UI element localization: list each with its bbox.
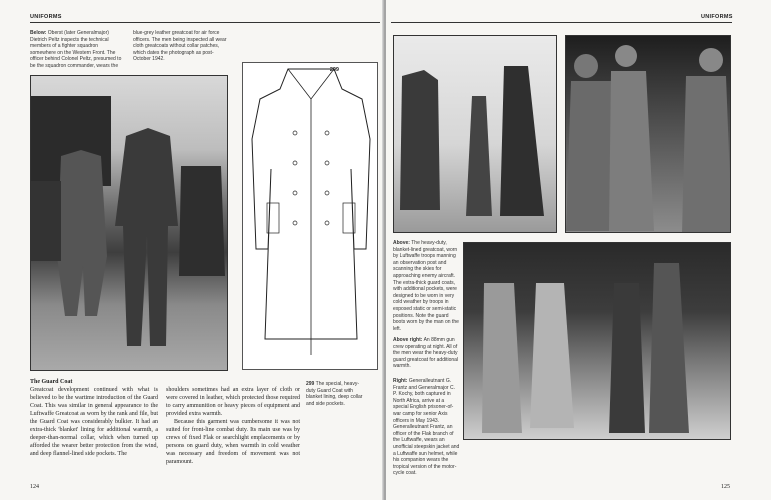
photo-figures	[394, 36, 557, 233]
photo-pow-officers	[463, 242, 731, 440]
photo-88mm-gun-crew	[565, 35, 731, 233]
article-heading: The Guard Coat	[30, 379, 73, 385]
caption-above	[393, 240, 460, 332]
guard-coat-drawing	[243, 63, 378, 370]
caption-above-right	[393, 337, 460, 370]
caption-label: Below:	[30, 30, 47, 36]
page-number: 125	[721, 484, 730, 490]
article-paragraph: Because this garment was cumbersome it was not suited for front-line combat duty. Its main use was by crews of fixed Flak or searchlight emplacements or by persons on guard duty, when warmth in cold weather was necessary and freedom of movement was not paramount.	[166, 419, 300, 465]
illustration-caption	[306, 381, 366, 407]
article-paragraph: shoulders sometimes had an extra layer of cloth or were covered in leather, which protected those required to carry ammunition or heavy pieces of equipment and provided extra warmth.	[166, 387, 300, 417]
photo-figures	[31, 76, 228, 371]
caption-below	[30, 30, 228, 70]
photo-peltz-inspection	[30, 75, 228, 371]
caption-text: The heavy-duty, blanket-lined greatcoat, worn by Luftwaffe troops manning an observation post and scanning the skies for approaching enemy aircraft. The extra-thick guard coats, with additional pockets, were designed to be worn in very cold weather by troops in exposed static or semi-static positions. Note the guard boots worn by the man on the left.	[393, 240, 459, 332]
caption-label: Above right:	[393, 337, 423, 343]
page-number: 124	[30, 484, 39, 490]
illustration-guard-coat	[242, 62, 378, 370]
article-paragraph: Greatcoat development continued with what is believed to be the wartime introduction of the Guard Coat. This was similar in general appearance to the Luftwaffe Greatcoat as worn by the rank and file, but the Guard Coat was considerably bulkier. It had an extra-thick 'blanket' lining for additional warmth, a deeper-than-normal collar, which when turned up afforded the wearer better protection from the wind, and deep flannel-lined side pockets. The	[30, 387, 158, 457]
caption-text: An 88mm gun crew operating at night. All of the men wear the heavy-duty guard greatcoat for additional warmth.	[393, 337, 459, 370]
caption-text: Generalleutnant G. Frantz and Generalmajor C. P. Kochy, both captured in North Africa, arrive at a special English prisoner-of-war camp for senior Axis officers in May 1943. Generalleutnant Frantz, an officer of the Flak branch of the Luftwaffe, wears an unofficial steepskin jacket and a Luftwaffe sun helmet, while his companion wears the tropical version of the motor-cycle coat.	[393, 378, 460, 477]
photo-figures	[464, 243, 731, 440]
header-rule	[391, 22, 732, 23]
caption-label: Above:	[393, 240, 410, 246]
running-header: UNIFORMS	[30, 14, 62, 20]
caption-text: The special, heavy-duty Guard Coat with blanket lining, deep collar and side pockets.	[306, 381, 363, 407]
article-column-2	[166, 386, 300, 466]
right-page	[386, 0, 771, 500]
illustration-number: 299	[329, 67, 339, 73]
caption-text: Oberst (later Generalmajor) Dietrich Peltz inspects the technical members of a fighter squadron somewhere on the Western Front. The officer behind Colonel Peltz, presumed to be the squadron commander, wears the blue-grey leather greatcoat for air force officers. The men being inspected all wear cloth greatcoats without collar patches, which dates the photograph as post-October 1942.	[30, 30, 227, 69]
caption-label: Right:	[393, 378, 408, 384]
article-column-1	[30, 378, 158, 458]
photo-observation-post	[393, 35, 557, 233]
running-header: UNIFORMS	[701, 14, 733, 20]
caption-label: 299	[306, 381, 315, 387]
left-page	[0, 0, 384, 500]
header-rule	[30, 22, 380, 23]
caption-right	[393, 378, 460, 477]
photo-figures	[566, 36, 731, 233]
